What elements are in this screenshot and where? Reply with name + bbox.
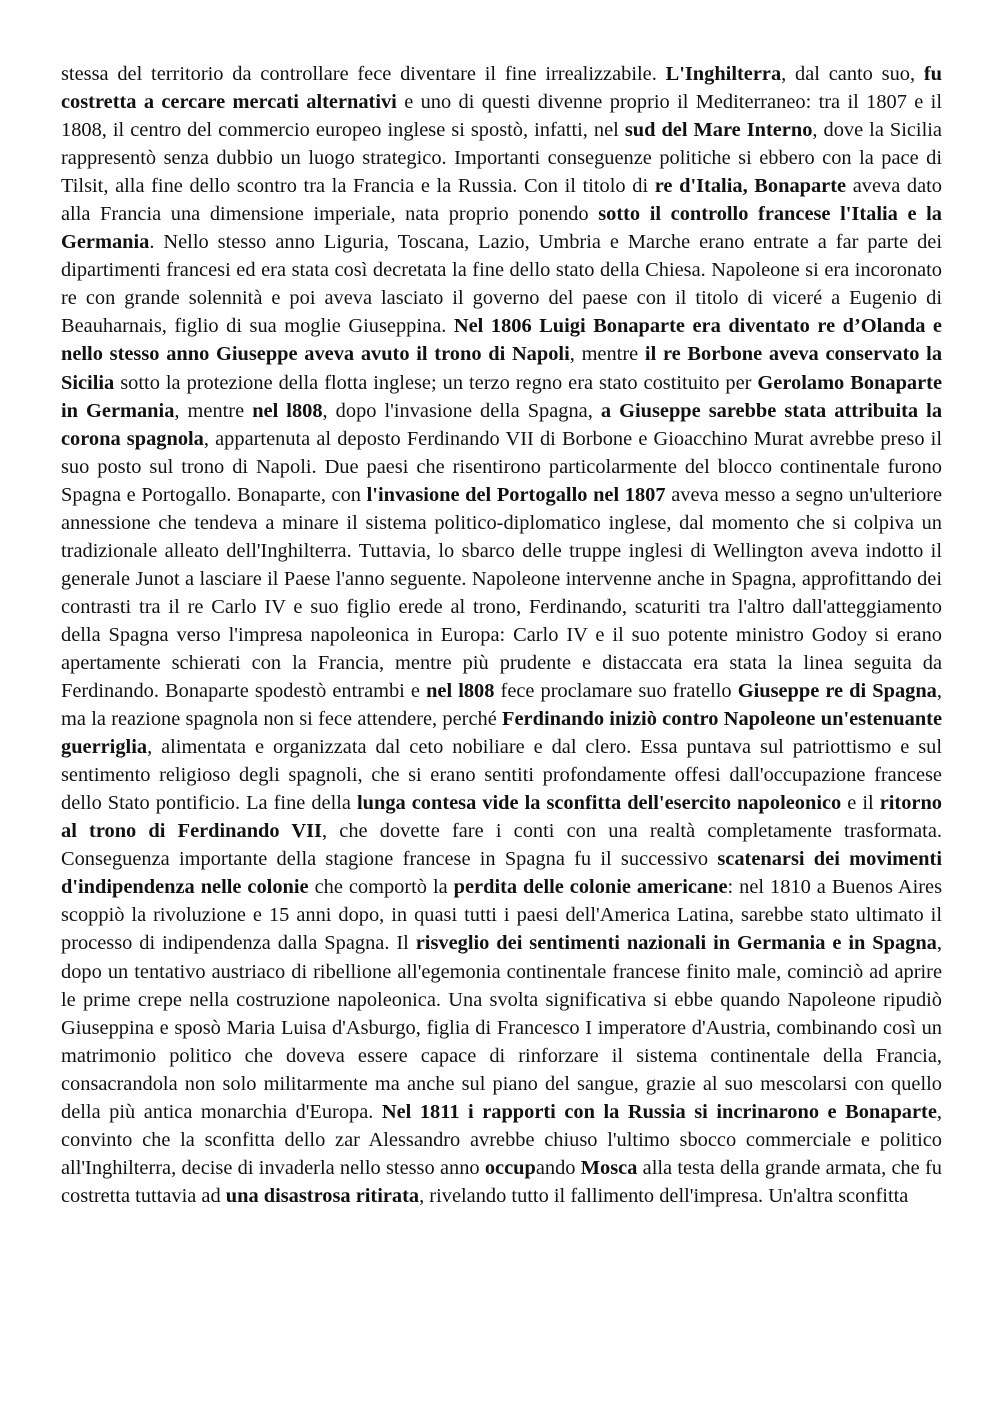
- text-run: , alimentata e organizzata dal ceto nobiliare e dal clero. Essa puntava sul patriottismo e sul sentimento religioso degli spagnoli, che si erano sentiti profondamente offesi dall'occupazione francese dello Stato pontificio. La fine della: [61, 736, 942, 815]
- document-page: [61, 60, 942, 1210]
- text-run: e il: [841, 792, 880, 815]
- text-run: che comportò la: [308, 876, 454, 899]
- bold-text-run: L'Inghilterra: [665, 63, 782, 85]
- bold-text-run: scatenarsi dei movimenti d'indipendenza nelle colonie: [61, 848, 942, 899]
- bold-text-run: Mosca: [580, 1156, 638, 1179]
- bold-text-run: perdita delle colonie americane: [453, 876, 728, 899]
- bold-text-run: risveglio dei sentimenti nazionali in Germania e in Spagna: [415, 932, 937, 955]
- bold-text-run: Nel 1806 Luigi Bonaparte era diventato re d’Olanda e nello stesso anno Giuseppe aveva avuto il trono di Napoli: [61, 315, 942, 366]
- text-run: , dove la Sicilia rappresentò senza dubbio un luogo strategico. Importanti conseguenze politiche si ebbero con la pace di Tilsit, alla fine dello scontro tra la Francia e la Russia. Con il titolo di: [61, 119, 942, 198]
- bold-text-run: nel l808: [252, 399, 323, 422]
- body-paragraph: [61, 60, 942, 1210]
- text-run: , ma la reazione spagnola non si fece attendere, perché: [61, 680, 942, 731]
- bold-text-run: sud del Mare Interno: [624, 119, 813, 142]
- text-run: : nel 1810 a Buenos Aires scoppiò la rivoluzione e 15 anni dopo, in quasi tutti i paesi dell'America Latina, sarebbe stato ultimato il processo di indipendenza dalla Spagna. Il: [61, 876, 943, 955]
- text-run: , mentre: [569, 343, 645, 366]
- text-run: e uno di questi divenne proprio il Mediterraneo: tra il 1807 e il 1808, il centro del commercio europeo inglese si spostò, infatti, nel: [61, 91, 942, 142]
- bold-text-run: il re Borbone aveva conservato la Sicilia: [61, 343, 943, 394]
- bold-text-run: sotto il controllo francese l'Italia e la Germania: [61, 203, 942, 254]
- text-run: stessa del territorio da controllare fece diventare il fine irrealizzabile.: [61, 63, 666, 85]
- bold-text-run: Giuseppe re di Spagna: [737, 680, 937, 703]
- text-run: , convinto che la sconfitta dello zar Alessandro avrebbe chiuso l'ultimo sbocco commerciale e politico all'Inghilterra, decise di invaderla nello stesso anno: [61, 1100, 942, 1179]
- bold-text-run: nel l808: [426, 680, 495, 703]
- bold-text-run: lunga contesa vide la sconfitta dell'esercito napoleonico: [356, 792, 842, 815]
- text-run: ando: [535, 1156, 581, 1179]
- text-run: aveva dato alla Francia una dimensione imperiale, nata proprio ponendo: [61, 175, 942, 226]
- bold-text-run: Ferdinando iniziò contro Napoleone un'estenuante guerriglia: [61, 708, 943, 759]
- bold-text-run: re d'Italia, Bonaparte: [654, 175, 847, 198]
- text-run: , mentre: [174, 399, 253, 422]
- bold-text-run: a Giuseppe sarebbe stata attribuita la corona spagnola: [61, 399, 943, 450]
- bold-text-run: ritorno al trono di Ferdinando VII: [61, 792, 942, 843]
- text-run: sotto la protezione della flotta inglese; un terzo regno era stato costituito per: [114, 371, 758, 394]
- bold-text-run: l'invasione del Portogallo nel 1807: [366, 483, 666, 506]
- text-run: , dal canto suo,: [781, 63, 924, 85]
- text-run: . Nello stesso anno Liguria, Toscana, Lazio, Umbria e Marche erano entrate a far parte dei dipartimenti francesi ed era stata così decretata la fine dello stato della Chiesa. Napoleone si era incoronato re con grande solennità e poi aveva lasciato il governo del paese con il titolo di viceré a Eugenio di Beauharnais, figlio di sua moglie Giuseppina.: [61, 231, 942, 338]
- bold-text-run: Nel 1811 i rapporti con la Russia si incrinarono e Bonaparte: [381, 1100, 937, 1123]
- text-run: aveva messo a segno un'ulteriore annessione che tendeva a minare il sistema politico-diplomatico inglese, dal momento che si colpiva un tradizionale alleato dell'Inghilterra. Tuttavia, lo sbarco delle truppe inglesi di Wellington aveva indotto il generale Junot a lasciare il Paese l'anno seguente. Napoleone intervenne anche in Spagna, approfittando dei contrasti tra il re Carlo IV e suo figlio erede al trono, Ferdinando, scaturiti tra l'altro dall'atteggiamento della Spagna verso l'impresa napoleonica in Europa: Carlo IV e il suo potente ministro Godoy si erano apertamente schierati con la Francia, mentre più prudente e distaccata era stata la linea seguita da Ferdinando. Bonaparte spodestò entrambi e: [61, 483, 942, 703]
- text-run: , che dovette fare i conti con una realtà completamente trasformata. Conseguenza importante della stagione francese in Spagna fu il successivo: [61, 820, 942, 871]
- text-run: , dopo l'invasione della Spagna,: [322, 399, 601, 422]
- text-run: fece proclamare suo fratello: [494, 680, 738, 703]
- bold-text-run: Gerolamo Bonaparte in Germania: [61, 371, 942, 422]
- bold-text-run: occup: [484, 1156, 536, 1179]
- bold-text-run: fu costretta a cercare mercati alternativi: [61, 63, 942, 114]
- bold-text-run: una disastrosa ritirata: [225, 1184, 420, 1207]
- text-run: , appartenuta al deposto Ferdinando VII di Borbone e Gioacchino Murat avrebbe preso il suo posto sul trono di Napoli. Due paesi che risentirono particolarmente del blocco continentale furono Spagna e Portogallo. Bonaparte, con: [61, 427, 942, 506]
- text-run: , dopo un tentativo austriaco di ribellione all'egemonia continentale francese finito male, cominciò ad aprire le prime crepe nella costruzione napoleonica. Una svolta significativa si ebbe quando Napoleone ripudiò Giuseppina e sposò Maria Luisa d'Asburgo, figlia di Francesco I imperatore d'Austria, combinando così un matrimonio politico che doveva essere capace di rinforzare il sistema continentale della Francia, consacrandola non solo militarmente ma anche sul piano del sangue, grazie al suo mescolarsi con quello della più antica monarchia d'Europa.: [61, 932, 942, 1123]
- text-run: , rivelando tutto il fallimento dell'impresa. Un'altra sconfitta: [419, 1184, 909, 1207]
- text-run: alla testa della grande armata, che fu costretta tuttavia ad: [61, 1156, 942, 1207]
